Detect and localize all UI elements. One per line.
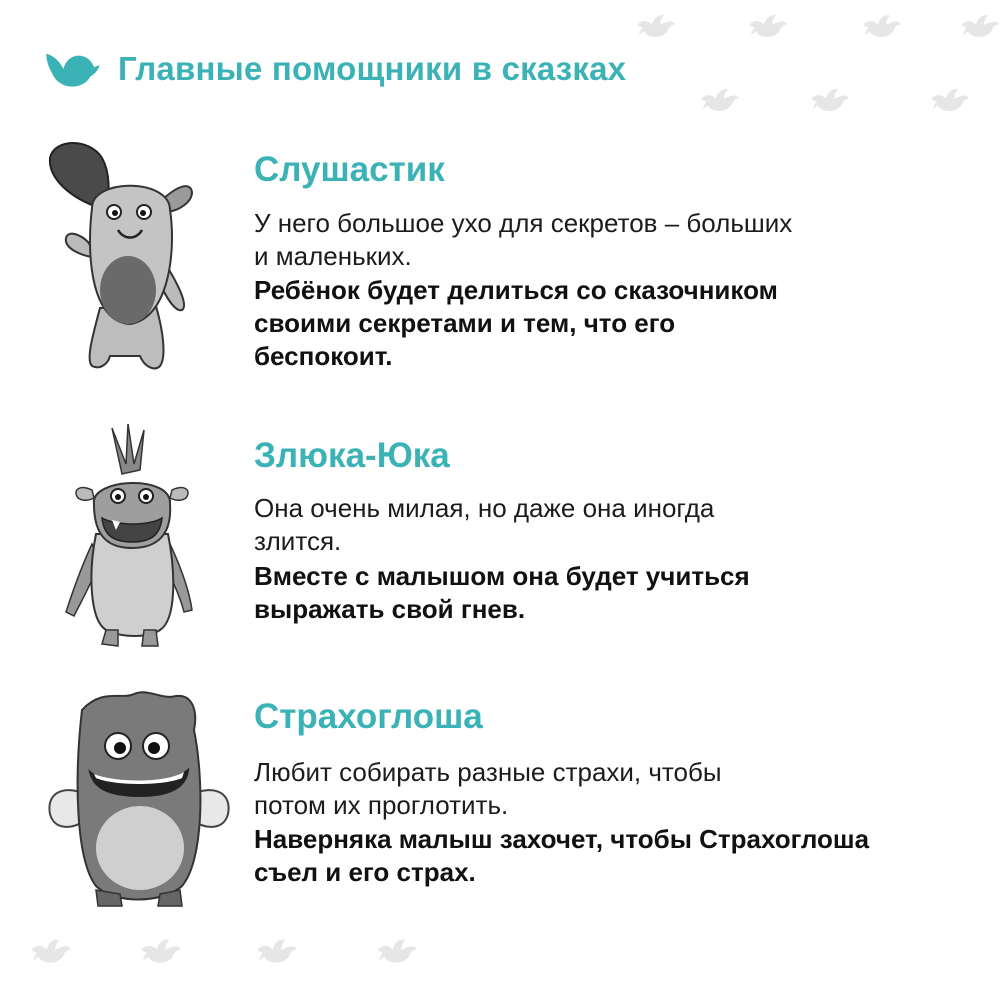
bird-silhouette-icon: [748, 12, 788, 40]
character-name: Страхоглоша: [254, 697, 483, 736]
bird-silhouette-icon: [30, 936, 72, 966]
bird-silhouette-icon: [810, 86, 850, 114]
bird-silhouette-icon: [930, 86, 970, 114]
bird-silhouette-icon: [700, 86, 740, 114]
character-name: Злюка-Юка: [254, 436, 450, 475]
bird-silhouette-icon: [256, 936, 298, 966]
bird-silhouette-icon: [376, 936, 418, 966]
character-highlight: Наверняка малыш захочет, чтобы Страхоглоша съел и его страх.: [254, 824, 870, 887]
character-description: Она очень милая, но даже она иногда злится.: [254, 493, 715, 556]
big-mouth-monster-icon: [42, 690, 238, 908]
bird-logo-icon: [44, 48, 102, 90]
page-title: Главные помощники в сказках: [118, 50, 627, 87]
character-description: Любит собирать разные страхи, чтобы потом их проглотить.: [254, 757, 722, 820]
big-eared-monster-icon: [40, 138, 210, 376]
character-description: У него большое ухо для секретов – больших и маленьких.: [254, 208, 793, 271]
spiky-monster-icon: [62, 424, 202, 654]
character-highlight: Ребёнок будет делиться со сказочником своими секретами и тем, что его беспокоит.: [254, 275, 778, 371]
bird-silhouette-icon: [140, 936, 182, 966]
character-highlight: Вместе с малышом она будет учиться выражать свой гнев.: [254, 561, 750, 624]
character-name: Слушастик: [254, 150, 445, 189]
header: [44, 48, 626, 90]
bird-silhouette-icon: [862, 12, 902, 40]
bird-silhouette-icon: [636, 12, 676, 40]
bird-silhouette-icon: [960, 12, 1000, 40]
